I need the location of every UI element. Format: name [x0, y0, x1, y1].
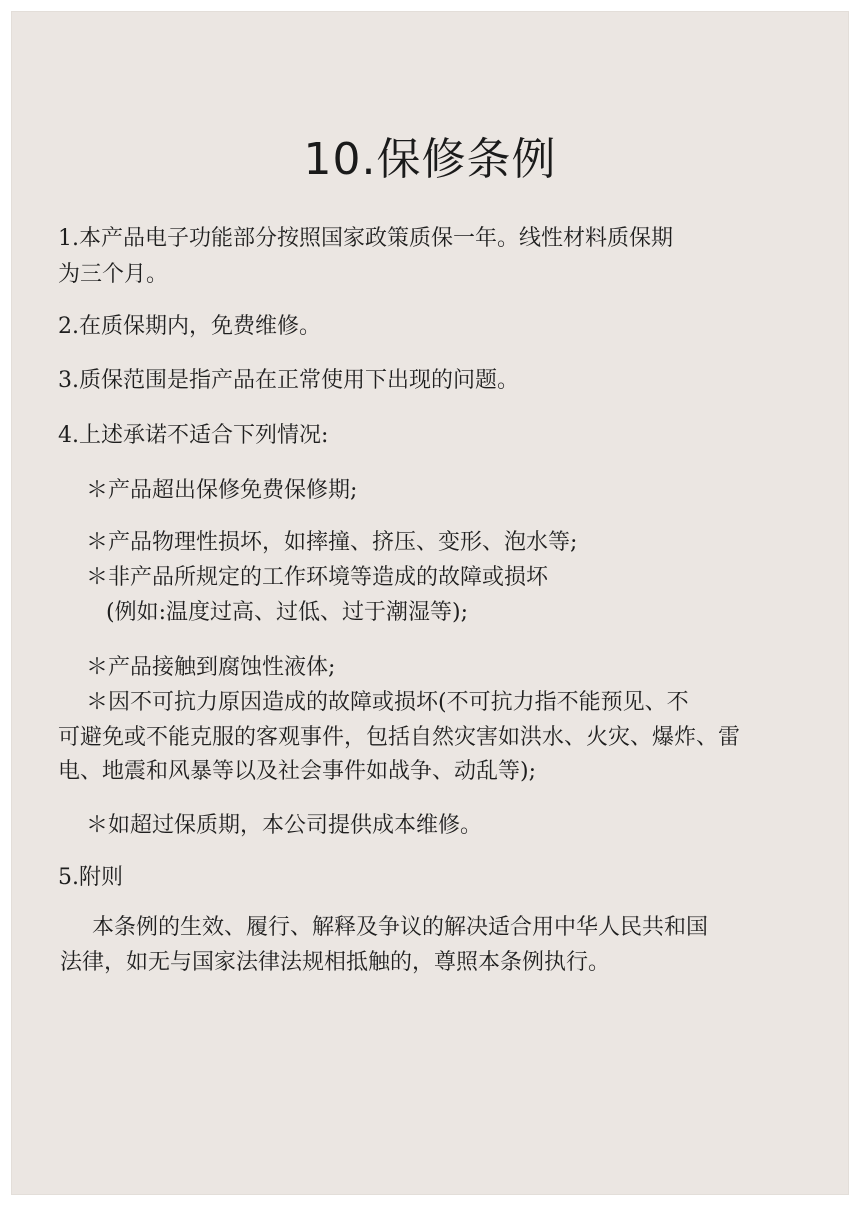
exclusion-item-5-line-2: 可避免或不能克服的客观事件，包括自然灾害如洪水、火灾、爆炸、雷: [58, 725, 741, 750]
clause-3: 3.质保范围是指产品在正常使用下出现的问题。: [58, 368, 519, 393]
exclusion-item-1: ＊产品超出保修免费保修期;: [86, 478, 358, 503]
exclusion-item-5-line-1: ＊因不可抗力原因造成的故障或损坏(不可抗力指不能预见、不: [86, 690, 689, 715]
clause-1-line-1: 1.本产品电子功能部分按照国家政策质保一年。线性材料质保期: [58, 226, 673, 251]
clause-4-heading: 4.上述承诺不适合下列情况:: [58, 423, 329, 448]
appendix-line-1: 本条例的生效、履行、解释及争议的解决适合用中华人民共和国: [92, 915, 709, 940]
clause-1-line-2: 为三个月。: [58, 262, 169, 287]
exclusion-item-6: ＊如超过保质期，本公司提供成本维修。: [86, 813, 483, 838]
exclusion-item-3-line-1: ＊非产品所规定的工作环境等造成的故障或损坏: [86, 565, 549, 590]
document-page: [12, 12, 848, 1194]
clause-5-heading: 5.附则: [58, 865, 123, 890]
exclusion-item-2: ＊产品物理性损坏，如摔撞、挤压、变形、泡水等;: [86, 530, 578, 555]
clause-2: 2.在质保期内，免费维修。: [58, 314, 321, 339]
exclusion-item-3-line-2: (例如:温度过高、过低、过于潮湿等);: [106, 600, 468, 625]
exclusion-item-5-line-3: 电、地震和风暴等以及社会事件如战争、动乱等);: [58, 759, 536, 784]
appendix-line-2: 法律，如无与国家法律法规相抵触的，尊照本条例执行。: [60, 950, 611, 975]
exclusion-item-4: ＊产品接触到腐蚀性液体;: [86, 655, 336, 680]
page-title: 10.保修条例: [303, 134, 557, 185]
